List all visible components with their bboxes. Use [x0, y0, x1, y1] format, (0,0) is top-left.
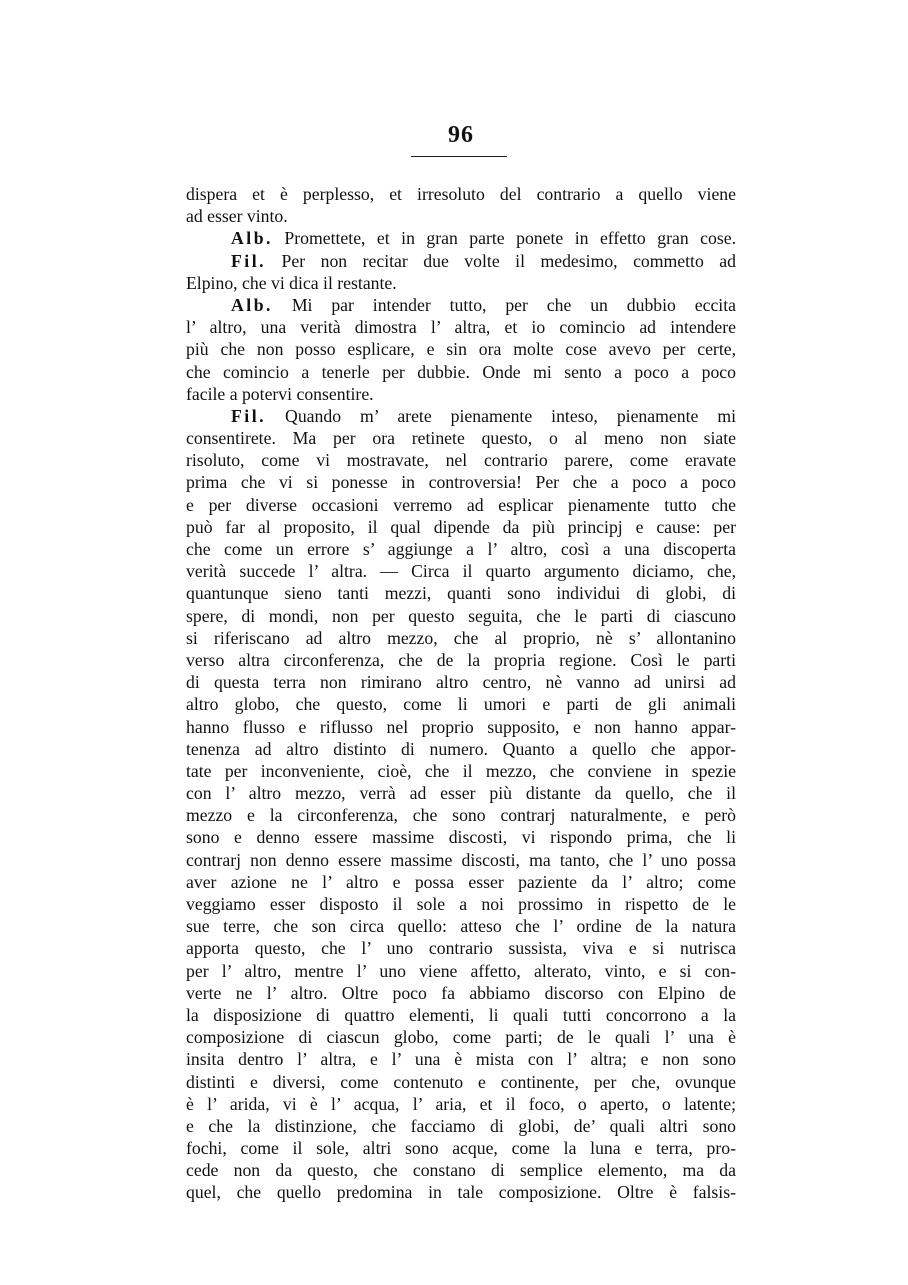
line-text: di questa terra non rimirano altro centro, nè vanno ad unirsi ad: [186, 672, 736, 693]
text-line: [186, 1004, 736, 1026]
line-text: hanno flusso e riflusso nel proprio supposito, e non hanno appar-: [186, 716, 736, 737]
line-text: e che la distinzione, che facciamo di globi, de’ quali altri sono: [186, 1115, 736, 1136]
text-line: [186, 804, 736, 826]
line-text: Mi par intender tutto, per che un dubbio eccita: [272, 294, 736, 315]
line-text: verso altra circonferenza, che de la propria regione. Così le parti: [186, 649, 736, 670]
text-line: [186, 937, 736, 959]
text-line: [186, 738, 736, 760]
text-line: [186, 826, 736, 848]
text-line: [186, 582, 736, 604]
line-text: sono e denno essere massime discosti, vi rispondo prima, che li: [186, 827, 736, 848]
line-text: distinti e diversi, come contenuto e continente, per che, ovunque: [186, 1071, 736, 1092]
line-text: apporta questo, che l’ uno contrario sussista, viva e si nutrisca: [186, 938, 736, 959]
line-text: insita dentro l’ altra, e l’ una è mista con l’ altra; e non sono: [186, 1049, 736, 1070]
text-line: [186, 671, 736, 693]
line-text: con l’ altro mezzo, verrà ad esser più distante da quello, che il: [186, 783, 736, 804]
text-line: [186, 183, 736, 205]
text-line: [186, 227, 736, 249]
text-line: [186, 893, 736, 915]
text-line: [186, 760, 736, 782]
line-text: l’ altro, una verità dimostra l’ altra, et io comincio ad intendere: [186, 317, 736, 338]
line-text: composizione di ciascun globo, come parti; de le quali l’ una è: [186, 1027, 736, 1048]
page-number: 96: [448, 122, 474, 148]
text-line: [186, 383, 736, 405]
line-text: che come un errore s’ aggiunge a l’ altro, così a una discoperta: [186, 539, 736, 559]
line-text: altro globo, che questo, come li umori e parti de gli animali: [186, 694, 736, 715]
text-line: [186, 871, 736, 893]
speaker-label: Fil.: [231, 250, 267, 271]
speaker-label: Alb.: [231, 294, 273, 315]
line-text: quantunque sieno tanti mezzi, quanti sono individui di globi, di: [186, 583, 736, 604]
text-line: [186, 250, 736, 272]
line-text: Promettete, et in gran parte ponete in effetto gran cose.: [272, 228, 736, 249]
line-text: dispera et è perplesso, et irresoluto del contrario a quello viene: [186, 184, 736, 204]
line-text: più che non posso esplicare, e sin ora molte cose avevo per certe,: [186, 339, 736, 360]
text-line: [186, 693, 736, 715]
line-text: verte ne l’ altro. Oltre poco fa abbiamo discorso con Elpino de: [186, 982, 736, 1003]
header-rule: [411, 156, 507, 157]
line-text: spere, di mondi, non per questo seguita, che le parti di ciascuno: [186, 605, 736, 626]
text-line: [186, 1026, 736, 1048]
line-text: che comincio a tenerle per dubbie. Onde mi sento a poco a poco: [186, 361, 736, 382]
text-line: [186, 982, 736, 1004]
text-line: [186, 272, 736, 294]
speaker-label: Alb.: [231, 228, 273, 249]
text-line: [186, 1048, 736, 1070]
text-line: [186, 338, 736, 360]
line-text: quel, che quello predomina in tale composizione. Oltre è falsis-: [186, 1182, 736, 1203]
line-text: facile a potervi consentire.: [186, 383, 374, 404]
line-text: contrarj non denno essere massime discosti, ma tanto, che l’ uno possa: [186, 849, 736, 870]
text-line: [186, 449, 736, 471]
line-text: la disposizione di quattro elementi, li quali tutti concorrono a la: [186, 1004, 736, 1025]
line-text: consentirete. Ma per ora retinete questo, o al meno non siate: [186, 428, 736, 449]
line-text: ad esser vinto.: [186, 206, 288, 227]
line-text: si riferiscano ad altro mezzo, che al proprio, nè s’ allontanino: [186, 627, 736, 648]
line-text: è l’ arida, vi è l’ acqua, l’ aria, et il foco, o aperto, o latente;: [186, 1093, 736, 1114]
line-text: fochi, come il sole, altri sono acque, come la luna e terra, pro-: [186, 1138, 736, 1159]
line-text: mezzo e la circonferenza, che sono contrarj naturalmente, e però: [186, 805, 736, 826]
text-line: [186, 627, 736, 649]
text-line: [186, 205, 736, 227]
text-line: [186, 405, 736, 427]
text-line: [186, 1071, 736, 1093]
text-line: [186, 915, 736, 937]
line-text: cede non da questo, che constano di semplice elemento, ma da: [186, 1160, 736, 1181]
line-text: risoluto, come vi mostravate, nel contrario parere, come eravate: [186, 450, 736, 471]
line-text: tate per inconveniente, cioè, che il mezzo, che conviene in spezie: [186, 760, 736, 781]
speaker-label: Fil.: [231, 405, 267, 426]
text-line: [186, 605, 736, 627]
line-text: per l’ altro, mentre l’ uno viene affetto, alterato, vinto, e si con-: [186, 960, 736, 981]
text-line: [186, 716, 736, 738]
body-text: [186, 183, 736, 1204]
text-line: [186, 427, 736, 449]
line-text: e per diverse occasioni verremo ad esplicar pienamente tutto che: [186, 494, 736, 515]
text-line: [186, 471, 736, 493]
line-text: tenenza ad altro distinto di numero. Quanto a quello che appor-: [186, 738, 736, 759]
text-line: [186, 516, 736, 538]
text-line: [186, 849, 736, 871]
text-line: [186, 361, 736, 383]
line-text: verità succede l’ altra. — Circa il quarto argumento diciamo, che,: [186, 561, 736, 582]
line-text: Elpino, che vi dica il restante.: [186, 272, 397, 293]
text-line: [186, 1137, 736, 1159]
text-line: [186, 316, 736, 338]
text-line: [186, 1115, 736, 1137]
text-line: [186, 1159, 736, 1181]
text-line: [186, 782, 736, 804]
line-text: veggiamo esser disposto il sole a noi prossimo in rispetto de le: [186, 894, 736, 914]
text-line: [186, 494, 736, 516]
text-line: [186, 294, 736, 316]
line-text: sue terre, che son circa quello: atteso che l’ ordine de la natura: [186, 916, 736, 937]
text-line: [186, 1093, 736, 1115]
line-text: aver azione ne l’ altro e possa esser paziente da l’ altro; come: [186, 871, 736, 892]
line-text: Quando m’ arete pienamente inteso, pienamente mi: [266, 405, 736, 426]
line-text: Per non recitar due volte il medesimo, commetto ad: [266, 250, 736, 271]
line-text: prima che vi si ponesse in controversia! Per che a poco a poco: [186, 472, 736, 493]
line-text: può far al proposito, il qual dipende da più principj e cause: per: [186, 516, 736, 537]
text-line: [186, 560, 736, 582]
text-line: [186, 1181, 736, 1203]
text-line: [186, 649, 736, 671]
text-line: [186, 538, 736, 560]
text-line: [186, 960, 736, 982]
